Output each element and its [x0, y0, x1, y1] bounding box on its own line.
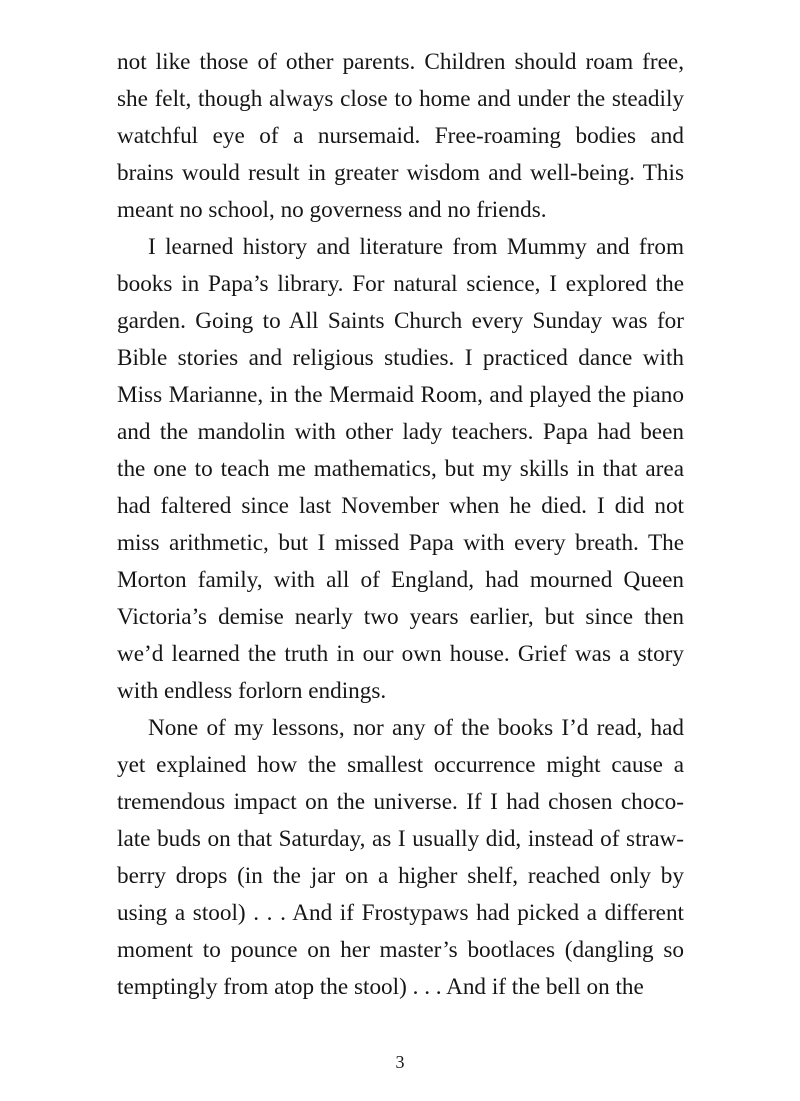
- book-page-body: [117, 44, 684, 1006]
- paragraph-smallest-occurrence: None of my lessons, nor any of the books I’d read, had yet explained how the smallest occurrence might cause a tremendous impact on the universe. If I had chosen chocolate buds on that Saturday, as I usually did, instead of strawberry drops (in the jar on a higher shelf, reached only by using a stool) . . . And if Frostypaws had picked a different moment to pounce on her master’s bootlaces (dangling so temptingly from atop the stool) . . . And if the bell on the: [117, 715, 684, 1000]
- paragraph-lessons: I learned history and literature from Mummy and from books in Papa’s library. For natural science, I explored the garden. Going to All Saints Church every Sunday was for Bible stories and religious studies. I practiced dance with Miss Marianne, in the Mermaid Room, and played the piano and the mandolin with other lady teachers. Papa had been the one to teach me mathematics, but my skills in that area had faltered since last November when he died. I did not miss arithmetic, but I missed Papa with every breath. The Morton family, with all of England, had mourned Queen Victoria’s demise nearly two years earlier, but since then we’d learned the truth in our own house. Grief was a story with endless forlorn endings.: [117, 234, 684, 704]
- page-number: 3: [395, 1052, 405, 1072]
- paragraph-continued: not like those of other parents. Children should roam free, she felt, though always close to home and under the steadily watchful eye of a nursemaid. Free-roaming bodies and brains would result in greater wisdom and well-being. This meant no school, no governess and no friends.: [117, 49, 684, 223]
